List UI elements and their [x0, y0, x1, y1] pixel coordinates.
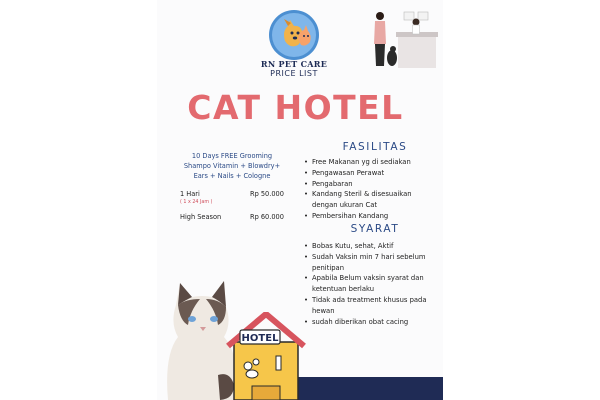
promo-line: Ears + Nails + Cologne [193, 172, 271, 180]
list-item: • Pengabaran [304, 179, 436, 190]
promo-line: 10 Days FREE Grooming [191, 152, 273, 160]
promo-line: Shampo Vitamin + Blowdry+ [183, 162, 281, 170]
list-item: • Sudah Vaksin min 7 hari sebelum penitipan [304, 252, 436, 274]
fasilitas-list [304, 157, 436, 222]
syarat-heading: SYARAT [350, 223, 400, 235]
list-item: • Tidak ada treatment khusus pada hewan [304, 295, 436, 317]
hotel-sign-text: HOTEL [241, 333, 279, 344]
reception-illustration-icon [364, 6, 438, 72]
price-label-2: High Season [180, 213, 222, 221]
pet-care-logo-icon [268, 9, 320, 61]
list-item: • Kandang Steril & disesuaikan dengan ukuran Cat [304, 189, 436, 211]
page-title: CAT HOTEL [187, 88, 404, 127]
price-value-1: Rp 50.000 [250, 190, 284, 198]
list-item: • Apabila Belum vaksin syarat dan ketentuan berlaku [304, 273, 436, 295]
list-item: • Bobas Kutu, sehat, Aktif [304, 241, 436, 252]
list-item: • Pembersihan Kandang [304, 211, 436, 222]
hotel-house-icon [226, 312, 306, 400]
promo-text [170, 151, 294, 181]
price-value-2: Rp 60.000 [250, 213, 284, 221]
fasilitas-heading: FASILITAS [342, 141, 408, 153]
brand-name: RN PET CARE [260, 59, 328, 69]
brand-subtitle: PRICE LIST [270, 69, 318, 78]
list-item: • Free Makanan yg di sediakan [304, 157, 436, 168]
syarat-list [304, 241, 436, 327]
list-item: • Pengawasan Perawat [304, 168, 436, 179]
price-label-1: 1 Hari [180, 190, 200, 198]
price-note-1: ( 1 x 24 Jam ) [180, 200, 213, 205]
list-item: • sudah diberikan obat cacing [304, 317, 436, 328]
